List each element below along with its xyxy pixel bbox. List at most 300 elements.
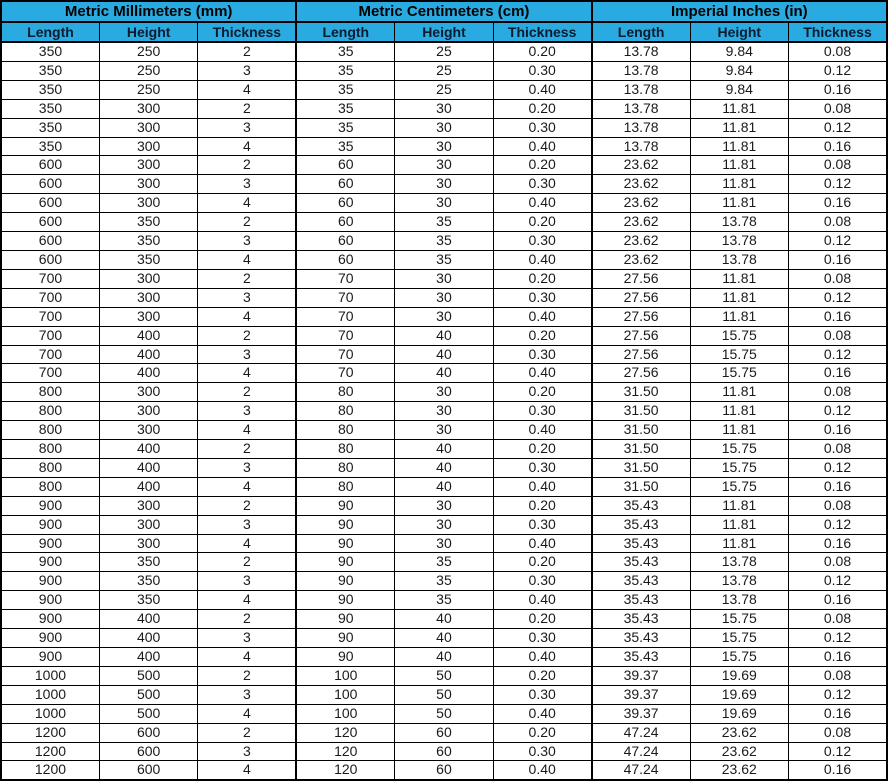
table-row	[1, 364, 887, 383]
cell: 600	[99, 742, 197, 761]
cell: 1200	[1, 761, 99, 780]
cell: 2	[198, 553, 296, 572]
table-row	[1, 648, 887, 667]
cell: 4	[198, 194, 296, 213]
cell: 4	[198, 591, 296, 610]
cell: 0.30	[493, 402, 591, 421]
cell: 13.78	[690, 553, 788, 572]
cell: 30	[395, 496, 493, 515]
cell: 40	[395, 326, 493, 345]
cell: 0.20	[493, 42, 591, 61]
cell: 60	[296, 194, 394, 213]
cell: 15.75	[690, 440, 788, 459]
cell: 35	[395, 591, 493, 610]
cell: 13.78	[690, 232, 788, 251]
cell: 800	[1, 402, 99, 421]
cell: 40	[395, 440, 493, 459]
cell: 300	[99, 269, 197, 288]
cell: 60	[296, 250, 394, 269]
unit-group-header-row	[1, 1, 887, 22]
cell: 350	[99, 572, 197, 591]
cell: 900	[1, 591, 99, 610]
group-header-imperial-inches: Imperial Inches (in)	[592, 1, 887, 22]
cell: 19.69	[690, 685, 788, 704]
cell: 35	[395, 250, 493, 269]
cell: 0.16	[789, 194, 888, 213]
cell: 0.40	[493, 704, 591, 723]
cell: 400	[99, 629, 197, 648]
table-row	[1, 99, 887, 118]
cell: 47.24	[592, 742, 690, 761]
table-row	[1, 440, 887, 459]
cell: 0.16	[789, 761, 888, 780]
cell: 30	[395, 99, 493, 118]
cell: 350	[99, 232, 197, 251]
cell: 11.81	[690, 383, 788, 402]
cell: 50	[395, 666, 493, 685]
table-row	[1, 629, 887, 648]
cell: 0.40	[493, 761, 591, 780]
cell: 13.78	[592, 42, 690, 61]
cell: 0.40	[493, 648, 591, 667]
cell: 80	[296, 402, 394, 421]
cell: 800	[1, 421, 99, 440]
cell: 400	[99, 458, 197, 477]
cell: 40	[395, 477, 493, 496]
cell: 300	[99, 99, 197, 118]
cell: 0.40	[493, 421, 591, 440]
cell: 4	[198, 648, 296, 667]
cell: 70	[296, 345, 394, 364]
cell: 2	[198, 42, 296, 61]
table-row	[1, 402, 887, 421]
cell: 3	[198, 61, 296, 80]
cell: 13.78	[690, 250, 788, 269]
cell: 0.20	[493, 553, 591, 572]
cell: 0.16	[789, 307, 888, 326]
table-row	[1, 213, 887, 232]
table-row	[1, 534, 887, 553]
table-row	[1, 156, 887, 175]
cell: 400	[99, 345, 197, 364]
cell: 23.62	[690, 723, 788, 742]
table-row	[1, 80, 887, 99]
cell: 35	[395, 232, 493, 251]
cell: 0.20	[493, 723, 591, 742]
cell: 100	[296, 666, 394, 685]
cell: 0.08	[789, 326, 888, 345]
cell: 47.24	[592, 761, 690, 780]
cell: 31.50	[592, 477, 690, 496]
cell: 3	[198, 685, 296, 704]
cell: 25	[395, 61, 493, 80]
cell: 2	[198, 269, 296, 288]
table-row	[1, 269, 887, 288]
cell: 600	[99, 761, 197, 780]
cell: 4	[198, 421, 296, 440]
cell: 13.78	[690, 213, 788, 232]
cell: 900	[1, 534, 99, 553]
cell: 35.43	[592, 610, 690, 629]
table-row	[1, 553, 887, 572]
cell: 0.12	[789, 232, 888, 251]
cell: 0.12	[789, 515, 888, 534]
cell: 100	[296, 685, 394, 704]
table-row	[1, 477, 887, 496]
cell: 0.30	[493, 742, 591, 761]
cell: 0.40	[493, 137, 591, 156]
cell: 11.81	[690, 269, 788, 288]
table-header	[1, 1, 887, 42]
cell: 19.69	[690, 704, 788, 723]
cell: 4	[198, 250, 296, 269]
cell: 0.12	[789, 402, 888, 421]
cell: 350	[99, 213, 197, 232]
cell: 900	[1, 648, 99, 667]
cell: 0.08	[789, 723, 888, 742]
cell: 70	[296, 269, 394, 288]
cell: 35	[395, 572, 493, 591]
cell: 27.56	[592, 269, 690, 288]
cell: 60	[296, 156, 394, 175]
cell: 0.20	[493, 610, 591, 629]
cell: 300	[99, 496, 197, 515]
cell: 300	[99, 383, 197, 402]
cell: 23.62	[592, 156, 690, 175]
cell: 0.12	[789, 629, 888, 648]
cell: 50	[395, 685, 493, 704]
cell: 35.43	[592, 534, 690, 553]
cell: 300	[99, 137, 197, 156]
cell: 3	[198, 232, 296, 251]
cell: 0.30	[493, 458, 591, 477]
cell: 0.08	[789, 383, 888, 402]
cell: 4	[198, 534, 296, 553]
cell: 300	[99, 534, 197, 553]
cell: 700	[1, 307, 99, 326]
cell: 1200	[1, 723, 99, 742]
cell: 350	[99, 591, 197, 610]
cell: 11.81	[690, 137, 788, 156]
cell: 0.08	[789, 610, 888, 629]
cell: 500	[99, 704, 197, 723]
table-row	[1, 326, 887, 345]
cell: 700	[1, 269, 99, 288]
cell: 90	[296, 591, 394, 610]
table-row	[1, 42, 887, 61]
table-row	[1, 288, 887, 307]
cell: 0.20	[493, 213, 591, 232]
cell: 0.30	[493, 232, 591, 251]
cell: 39.37	[592, 666, 690, 685]
cell: 0.08	[789, 156, 888, 175]
cell: 0.40	[493, 307, 591, 326]
cell: 27.56	[592, 288, 690, 307]
cell: 900	[1, 515, 99, 534]
cell: 35	[296, 118, 394, 137]
cell: 13.78	[690, 591, 788, 610]
cell: 0.40	[493, 80, 591, 99]
cell: 1000	[1, 704, 99, 723]
cell: 90	[296, 610, 394, 629]
cell: 23.62	[592, 250, 690, 269]
cell: 0.40	[493, 250, 591, 269]
cell: 0.20	[493, 99, 591, 118]
cell: 35.43	[592, 515, 690, 534]
cell: 23.62	[592, 175, 690, 194]
cell: 11.81	[690, 421, 788, 440]
cell: 30	[395, 175, 493, 194]
table-body	[1, 42, 887, 780]
cell: 3	[198, 118, 296, 137]
cell: 1000	[1, 666, 99, 685]
cell: 40	[395, 610, 493, 629]
cell: 90	[296, 572, 394, 591]
cell: 35	[395, 213, 493, 232]
cell: 40	[395, 629, 493, 648]
cell: 35	[395, 553, 493, 572]
table-row	[1, 458, 887, 477]
cell: 50	[395, 704, 493, 723]
cell: 350	[1, 80, 99, 99]
cell: 15.75	[690, 458, 788, 477]
cell: 800	[1, 458, 99, 477]
cell: 900	[1, 629, 99, 648]
cell: 0.16	[789, 80, 888, 99]
cell: 60	[395, 761, 493, 780]
cell: 600	[1, 156, 99, 175]
cell: 4	[198, 307, 296, 326]
cell: 30	[395, 383, 493, 402]
table-row	[1, 118, 887, 137]
table-row	[1, 175, 887, 194]
cell: 2	[198, 723, 296, 742]
cell: 0.30	[493, 288, 591, 307]
cell: 30	[395, 156, 493, 175]
cell: 31.50	[592, 458, 690, 477]
cell: 4	[198, 704, 296, 723]
table-row	[1, 496, 887, 515]
cell: 35.43	[592, 496, 690, 515]
cell: 600	[1, 250, 99, 269]
cell: 0.30	[493, 118, 591, 137]
cell: 0.08	[789, 42, 888, 61]
cell: 600	[99, 723, 197, 742]
cell: 400	[99, 326, 197, 345]
cell: 25	[395, 80, 493, 99]
cell: 0.16	[789, 250, 888, 269]
cell: 4	[198, 761, 296, 780]
cell: 15.75	[690, 610, 788, 629]
cell: 0.30	[493, 572, 591, 591]
cell: 3	[198, 345, 296, 364]
cell: 13.78	[592, 137, 690, 156]
cell: 30	[395, 288, 493, 307]
cell: 35.43	[592, 648, 690, 667]
cell: 80	[296, 458, 394, 477]
cell: 0.08	[789, 666, 888, 685]
column-header-in-thickness: Thickness	[789, 22, 888, 42]
cell: 0.20	[493, 496, 591, 515]
table-row	[1, 345, 887, 364]
cell: 60	[395, 723, 493, 742]
cell: 0.12	[789, 685, 888, 704]
cell: 11.81	[690, 118, 788, 137]
cell: 35	[296, 42, 394, 61]
cell: 0.16	[789, 534, 888, 553]
cell: 250	[99, 61, 197, 80]
cell: 0.08	[789, 269, 888, 288]
cell: 27.56	[592, 326, 690, 345]
cell: 3	[198, 458, 296, 477]
cell: 0.08	[789, 213, 888, 232]
cell: 350	[1, 137, 99, 156]
cell: 0.16	[789, 137, 888, 156]
cell: 40	[395, 648, 493, 667]
table-row	[1, 591, 887, 610]
table-row	[1, 704, 887, 723]
cell: 30	[395, 137, 493, 156]
cell: 9.84	[690, 42, 788, 61]
cell: 23.62	[690, 761, 788, 780]
cell: 700	[1, 288, 99, 307]
cell: 90	[296, 534, 394, 553]
cell: 300	[99, 194, 197, 213]
cell: 0.08	[789, 99, 888, 118]
table-row	[1, 250, 887, 269]
cell: 15.75	[690, 629, 788, 648]
cell: 23.62	[592, 213, 690, 232]
cell: 3	[198, 288, 296, 307]
cell: 70	[296, 288, 394, 307]
cell: 11.81	[690, 156, 788, 175]
cell: 35	[296, 99, 394, 118]
cell: 30	[395, 421, 493, 440]
table-row	[1, 610, 887, 629]
cell: 700	[1, 364, 99, 383]
cell: 0.30	[493, 345, 591, 364]
table-row	[1, 666, 887, 685]
cell: 0.20	[493, 383, 591, 402]
cell: 0.20	[493, 666, 591, 685]
cell: 0.16	[789, 421, 888, 440]
cell: 80	[296, 421, 394, 440]
cell: 0.30	[493, 685, 591, 704]
cell: 90	[296, 629, 394, 648]
cell: 350	[99, 553, 197, 572]
cell: 15.75	[690, 477, 788, 496]
cell: 11.81	[690, 194, 788, 213]
column-header-in-length: Length	[592, 22, 690, 42]
cell: 0.16	[789, 648, 888, 667]
cell: 90	[296, 553, 394, 572]
cell: 350	[1, 61, 99, 80]
cell: 800	[1, 477, 99, 496]
cell: 4	[198, 80, 296, 99]
table-row	[1, 61, 887, 80]
cell: 0.40	[493, 591, 591, 610]
cell: 0.12	[789, 118, 888, 137]
cell: 400	[99, 610, 197, 629]
cell: 35.43	[592, 572, 690, 591]
cell: 0.16	[789, 477, 888, 496]
cell: 9.84	[690, 80, 788, 99]
column-header-cm-length: Length	[296, 22, 394, 42]
cell: 0.30	[493, 515, 591, 534]
cell: 300	[99, 118, 197, 137]
table-row	[1, 742, 887, 761]
cell: 900	[1, 610, 99, 629]
cell: 15.75	[690, 648, 788, 667]
cell: 800	[1, 440, 99, 459]
cell: 0.12	[789, 458, 888, 477]
cell: 3	[198, 629, 296, 648]
cell: 3	[198, 515, 296, 534]
cell: 70	[296, 307, 394, 326]
cell: 0.08	[789, 496, 888, 515]
cell: 120	[296, 742, 394, 761]
cell: 2	[198, 666, 296, 685]
table-row	[1, 515, 887, 534]
cell: 2	[198, 496, 296, 515]
cell: 23.62	[690, 742, 788, 761]
cell: 2	[198, 440, 296, 459]
table-row	[1, 232, 887, 251]
cell: 11.81	[690, 496, 788, 515]
cell: 80	[296, 477, 394, 496]
cell: 4	[198, 137, 296, 156]
column-header-row	[1, 22, 887, 42]
column-header-mm-length: Length	[1, 22, 99, 42]
cell: 11.81	[690, 288, 788, 307]
cell: 350	[1, 99, 99, 118]
cell: 800	[1, 383, 99, 402]
cell: 600	[1, 213, 99, 232]
cell: 90	[296, 515, 394, 534]
cell: 0.16	[789, 591, 888, 610]
cell: 15.75	[690, 364, 788, 383]
cell: 300	[99, 515, 197, 534]
column-header-mm-thickness: Thickness	[198, 22, 296, 42]
cell: 600	[1, 232, 99, 251]
cell: 400	[99, 364, 197, 383]
cell: 600	[1, 175, 99, 194]
cell: 350	[1, 42, 99, 61]
cell: 3	[198, 175, 296, 194]
cell: 0.12	[789, 572, 888, 591]
cell: 80	[296, 440, 394, 459]
group-header-metric-millimeters: Metric Millimeters (mm)	[1, 1, 296, 22]
cell: 30	[395, 515, 493, 534]
cell: 350	[1, 118, 99, 137]
cell: 300	[99, 307, 197, 326]
cell: 13.78	[592, 118, 690, 137]
cell: 900	[1, 553, 99, 572]
cell: 39.37	[592, 704, 690, 723]
table-row	[1, 194, 887, 213]
cell: 600	[1, 194, 99, 213]
cell: 13.78	[592, 99, 690, 118]
cell: 0.30	[493, 629, 591, 648]
cell: 15.75	[690, 345, 788, 364]
cell: 40	[395, 345, 493, 364]
cell: 30	[395, 194, 493, 213]
column-header-mm-height: Height	[99, 22, 197, 42]
cell: 25	[395, 42, 493, 61]
cell: 23.62	[592, 232, 690, 251]
cell: 30	[395, 307, 493, 326]
cell: 35.43	[592, 591, 690, 610]
